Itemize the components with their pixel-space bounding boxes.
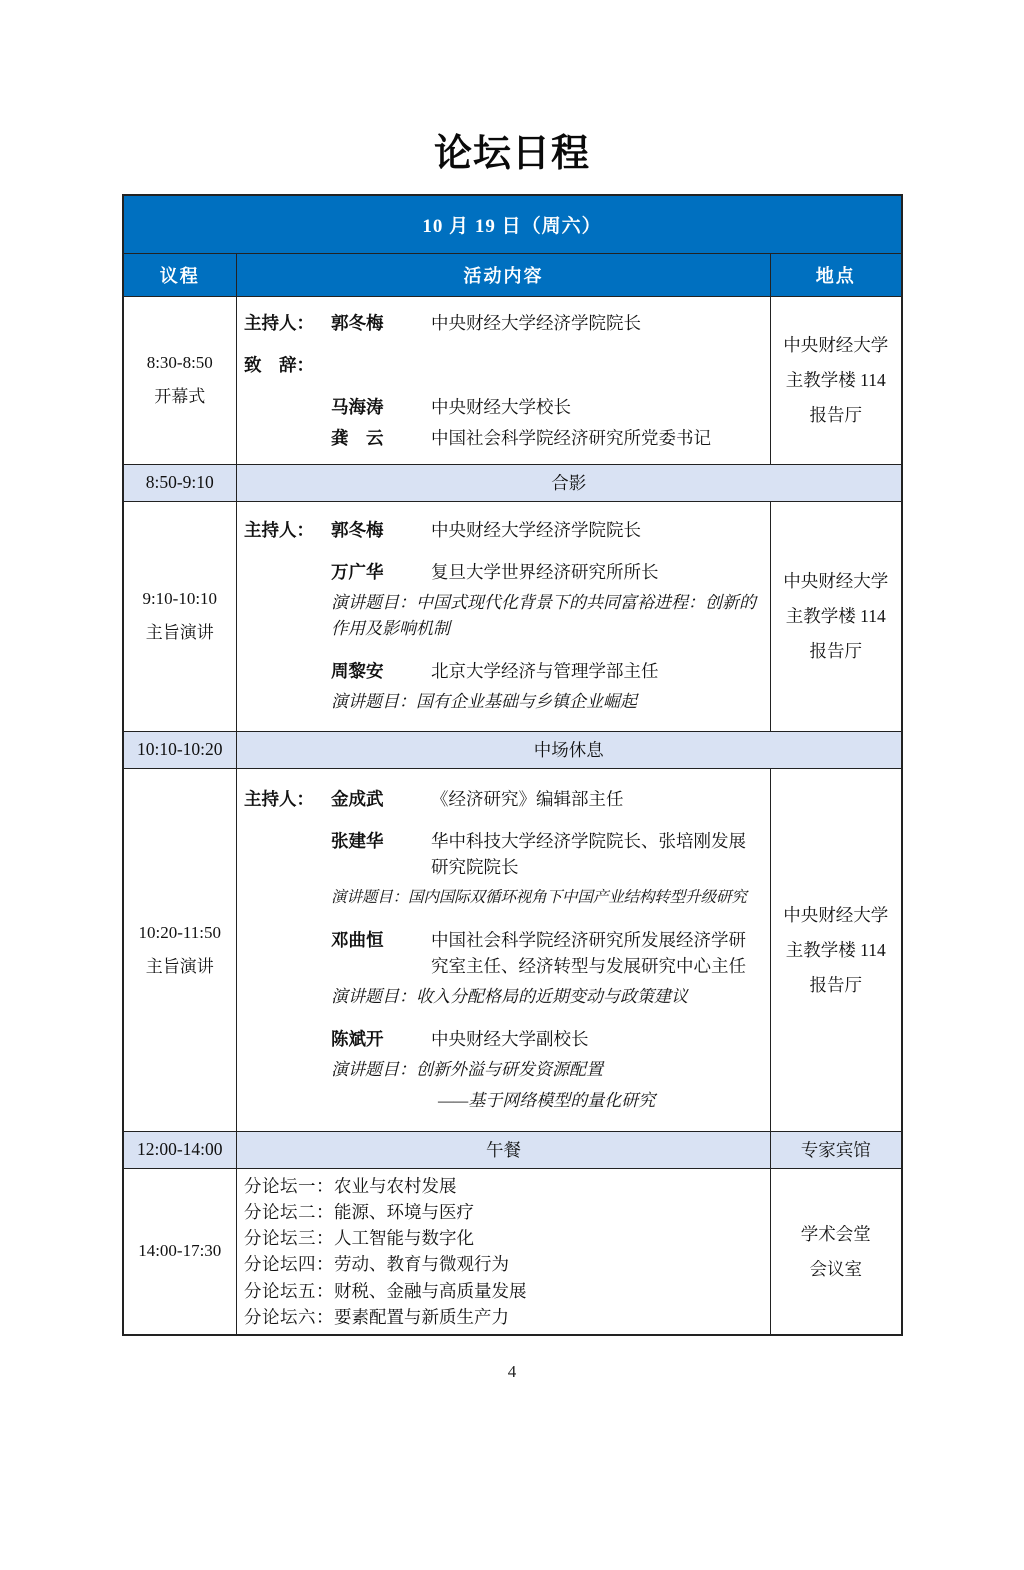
speaker-entry <box>244 425 760 451</box>
speaker-entry <box>244 1026 760 1052</box>
speaker-entry <box>244 828 760 880</box>
speaker-name: 邓曲恒 <box>331 929 384 950</box>
time-cell: 10:10-10:20 <box>123 731 237 768</box>
forum-topic: 要素配置与新质生产力 <box>334 1306 509 1327</box>
topic-text: 收入分配格局的近期变动与政策建议 <box>416 986 688 1006</box>
host-label: 主持人： <box>244 312 314 333</box>
band-label: 合影 <box>237 464 902 501</box>
forum-topic: 劳动、教育与微观行为 <box>334 1254 509 1275</box>
location-cell: 专家宾馆 <box>771 1131 902 1168</box>
speech-entry <box>244 352 760 378</box>
location-cell <box>771 768 902 1131</box>
schedule-table <box>122 194 903 1336</box>
speaker-title: 中央财经大学校长 <box>431 396 571 417</box>
time-label: 14:00-17:30 <box>138 1241 222 1261</box>
host-name: 金成武 <box>331 788 384 809</box>
speaker-title: 中央财经大学副校长 <box>431 1028 589 1049</box>
speaker-entry <box>244 394 760 420</box>
location-cell <box>771 501 902 731</box>
location-line: 报告厅 <box>809 405 862 425</box>
forum-label: 分论坛三： <box>244 1228 334 1249</box>
speaker-title: 华中科技大学经济学院院长、张培刚发展研究院院长 <box>431 830 746 877</box>
talk-topic <box>331 590 760 642</box>
forum-item <box>244 1251 760 1277</box>
forum-item <box>244 1225 760 1251</box>
time-cell <box>123 1168 237 1335</box>
location-line: 中央财经大学 <box>783 904 889 925</box>
forum-topic: 财税、金融与高质量发展 <box>334 1280 527 1301</box>
forum-topic: 能源、环境与医疗 <box>334 1201 474 1222</box>
date-header: 10 月 19 日（周六） <box>123 195 902 253</box>
speech-label: 致 辞： <box>244 354 314 375</box>
host-entry <box>244 310 760 336</box>
table-row-break <box>123 731 902 768</box>
host-title: 中央财经大学经济学院院长 <box>431 520 641 540</box>
forum-item <box>244 1173 760 1199</box>
host-title: 中央财经大学经济学院院长 <box>431 312 641 333</box>
talk-topic <box>331 885 760 911</box>
talk-topic <box>331 984 760 1010</box>
speaker-name: 陈斌开 <box>331 1028 384 1049</box>
topic-label: 演讲题目： <box>331 1059 416 1079</box>
column-header-agenda: 议程 <box>123 253 237 296</box>
speaker-title: 中国社会科学院经济研究所发展经济学研究室主任、经济转型与发展研究中心主任 <box>431 929 746 976</box>
column-header-row <box>123 253 902 296</box>
talk-topic-subtitle: ——基于网络模型的量化研究 <box>438 1090 656 1110</box>
date-header-row <box>123 195 902 253</box>
table-row-photo <box>123 464 902 501</box>
topic-text: 创新外溢与研发资源配置 <box>416 1059 603 1079</box>
host-entry <box>244 517 760 543</box>
speaker-entry <box>244 559 760 585</box>
time-cell <box>123 768 237 1131</box>
speaker-title: 北京大学经济与管理学部主任 <box>431 661 659 681</box>
band-label: 午餐 <box>237 1131 771 1168</box>
column-header-content: 活动内容 <box>237 253 771 296</box>
content-cell <box>237 1168 771 1335</box>
content-cell <box>237 296 771 464</box>
location-line: 学术会堂 <box>800 1223 871 1244</box>
host-name: 郭冬梅 <box>331 312 384 333</box>
location-line: 主教学楼 114 <box>785 939 886 960</box>
host-entry <box>244 786 760 812</box>
topic-label: 演讲题目： <box>331 986 416 1006</box>
forum-topic: 人工智能与数字化 <box>334 1228 474 1249</box>
location-line: 中央财经大学 <box>783 335 889 355</box>
column-header-location: 地点 <box>771 253 902 296</box>
speaker-name: 周黎安 <box>331 661 384 681</box>
page-title: 论坛日程 <box>433 131 590 175</box>
table-row-forums <box>123 1168 902 1335</box>
speaker-entry <box>244 927 760 979</box>
location-cell <box>771 1168 902 1335</box>
forum-topic: 农业与农村发展 <box>334 1175 457 1196</box>
session-label: 主旨演讲 <box>145 623 214 642</box>
content-cell <box>237 501 771 731</box>
talk-topic <box>331 1057 760 1083</box>
forum-label: 分论坛二： <box>244 1201 334 1222</box>
location-cell <box>771 296 902 464</box>
speaker-entry <box>244 658 760 684</box>
time-label: 10:20-11:50 <box>138 922 221 942</box>
table-row-lunch <box>123 1131 902 1168</box>
time-label: 8:30-8:50 <box>146 353 213 372</box>
table-row-opening <box>123 296 902 464</box>
host-name: 郭冬梅 <box>331 520 384 540</box>
speaker-title: 复旦大学世界经济研究所所长 <box>431 562 659 582</box>
host-label: 主持人： <box>244 520 314 540</box>
topic-text: 国有企业基础与乡镇企业崛起 <box>416 692 637 711</box>
content-cell <box>237 768 771 1131</box>
table-row-keynote2 <box>123 768 902 1131</box>
location-line: 中央财经大学 <box>783 571 889 591</box>
speaker-name: 龚 云 <box>331 427 384 448</box>
talk-topic <box>331 689 760 715</box>
host-title: 《经济研究》编辑部主任 <box>431 788 624 809</box>
topic-text: 国内国际双循环视角下中国产业结构转型升级研究 <box>407 888 747 906</box>
location-line: 报告厅 <box>809 641 862 661</box>
location-line: 主教学楼 114 <box>785 370 886 390</box>
session-label: 主旨演讲 <box>145 956 214 976</box>
speaker-name: 张建华 <box>331 830 384 851</box>
forum-label: 分论坛一： <box>244 1175 334 1196</box>
time-cell <box>123 296 237 464</box>
topic-label: 演讲题目： <box>331 692 416 711</box>
forum-item <box>244 1278 760 1304</box>
time-cell: 8:50-9:10 <box>123 464 237 501</box>
topic-label: 演讲题目： <box>331 888 408 906</box>
time-cell <box>123 501 237 731</box>
band-label: 中场休息 <box>237 731 902 768</box>
time-cell: 12:00-14:00 <box>123 1131 237 1168</box>
topic-text: 中国式现代化背景下的共同富裕进程：创新的作用及影响机制 <box>331 593 756 638</box>
speaker-name: 马海涛 <box>331 396 384 417</box>
forum-item <box>244 1199 760 1225</box>
page-number: 4 <box>507 1362 517 1382</box>
location-line: 主教学楼 114 <box>785 606 886 626</box>
topic-label: 演讲题目： <box>331 593 416 612</box>
speaker-title: 中国社会科学院经济研究所党委书记 <box>431 427 711 448</box>
forum-label: 分论坛五： <box>244 1280 334 1301</box>
forum-label: 分论坛六： <box>244 1306 334 1327</box>
session-label: 开幕式 <box>154 387 206 406</box>
table-row-keynote1 <box>123 501 902 731</box>
forum-item <box>244 1304 760 1330</box>
location-line: 报告厅 <box>809 974 862 995</box>
location-line: 会议室 <box>809 1258 862 1279</box>
forum-label: 分论坛四： <box>244 1254 334 1275</box>
time-label: 9:10-10:10 <box>142 589 218 608</box>
speaker-name: 万广华 <box>331 562 384 582</box>
host-label: 主持人： <box>244 788 314 809</box>
